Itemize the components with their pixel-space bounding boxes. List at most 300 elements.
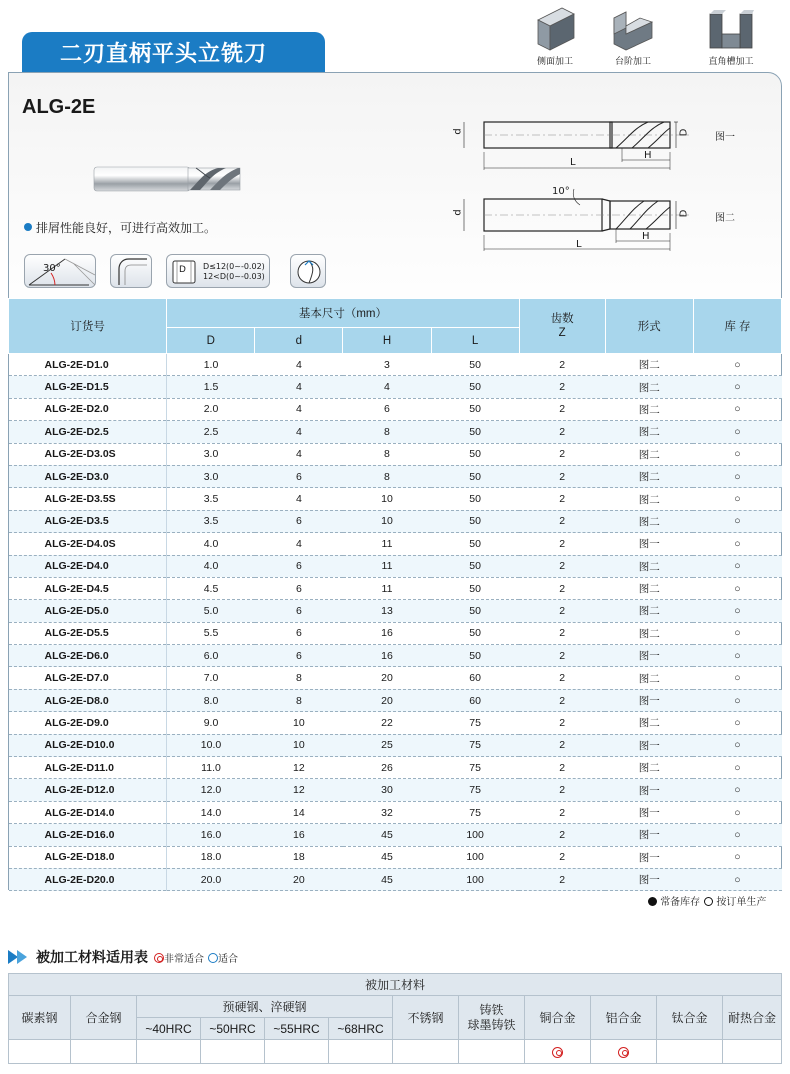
table-row (9, 846, 782, 868)
table-cell: 2.5 (167, 421, 255, 443)
table-cell: 3.0 (167, 443, 255, 465)
table-cell: 2 (519, 779, 605, 801)
table-cell: 4 (255, 421, 343, 443)
table-cell: 图二 (605, 376, 693, 398)
table-row (9, 577, 782, 599)
table-cell: 3.5 (167, 488, 255, 510)
helix-angle-label: 30° (43, 263, 61, 274)
mat-aluminum: 铝合金 (591, 996, 657, 1040)
table-cell: ALG-2E-D8.0 (9, 689, 167, 711)
diameter-tolerance-icon (166, 254, 270, 288)
diameter-symbol: D (179, 265, 186, 275)
table-row (9, 667, 782, 689)
table-cell: 2 (519, 354, 605, 376)
table-cell: 50 (431, 510, 519, 532)
feature-text (24, 219, 216, 236)
table-row (9, 488, 782, 510)
table-row (9, 689, 782, 711)
table-cell: 6 (255, 510, 343, 532)
table-cell: 6 (255, 577, 343, 599)
col-D: D (167, 328, 255, 354)
table-cell: 16 (343, 622, 431, 644)
table-cell: 图二 (605, 421, 693, 443)
material-mark-cell (71, 1040, 137, 1064)
table-cell: 2 (519, 488, 605, 510)
mat-carbon-steel: 碳素钢 (9, 996, 71, 1040)
stock-legend (648, 893, 766, 908)
table-cell: 图二 (605, 600, 693, 622)
table-cell: ○ (693, 689, 781, 711)
col-form: 形式 (605, 299, 693, 354)
table-cell: 45 (343, 868, 431, 890)
table-row (9, 376, 782, 398)
table-cell: 4 (255, 533, 343, 555)
table-row (9, 868, 782, 890)
table-cell: 图二 (605, 398, 693, 420)
table-cell: 16 (255, 824, 343, 846)
flute-section-icon (290, 254, 326, 288)
table-cell: ○ (693, 779, 781, 801)
table-row (9, 757, 782, 779)
drawing-2-title: 图二 (715, 213, 735, 224)
table-cell: 30 (343, 779, 431, 801)
table-cell: 2 (519, 577, 605, 599)
table-cell: ○ (693, 757, 781, 779)
table-cell: 图二 (605, 465, 693, 487)
table-cell: 75 (431, 801, 519, 823)
table-cell: 图一 (605, 824, 693, 846)
table-cell: 图二 (605, 555, 693, 577)
table-cell: ○ (693, 510, 781, 532)
table-cell: ALG-2E-D12.0 (9, 779, 167, 801)
slot-milling-icon (696, 4, 766, 67)
table-cell: 75 (431, 712, 519, 734)
material-mark-cell (657, 1040, 723, 1064)
table-cell: 50 (431, 645, 519, 667)
table-cell: 50 (431, 555, 519, 577)
drawing-1-flute-length-label: H (644, 150, 652, 161)
table-cell: ALG-2E-D4.0 (9, 555, 167, 577)
table-cell: 4 (255, 354, 343, 376)
drawing-2-flute-length-label: H (642, 231, 650, 242)
table-cell: 14 (255, 801, 343, 823)
table-cell: 4 (343, 376, 431, 398)
table-cell: ○ (693, 846, 781, 868)
table-cell: 32 (343, 801, 431, 823)
table-row (9, 712, 782, 734)
step-milling-icon (598, 4, 668, 67)
table-cell: 11 (343, 533, 431, 555)
table-cell: 45 (343, 846, 431, 868)
material-marks-row (9, 1040, 782, 1064)
material-head: 被加工材料 (9, 974, 782, 996)
table-cell: 图一 (605, 689, 693, 711)
drawing-2-angle-label: 10° (552, 186, 570, 197)
table-cell: ALG-2E-D3.0 (9, 465, 167, 487)
table-cell: ○ (693, 354, 781, 376)
drawing-1-shank-label: d (452, 128, 464, 135)
mat-copper: 铜合金 (525, 996, 591, 1040)
table-cell: 10 (343, 510, 431, 532)
table-cell: 60 (431, 689, 519, 711)
table-cell: ○ (693, 398, 781, 420)
drawing-2-length-label: L (576, 239, 582, 250)
table-cell: 11 (343, 555, 431, 577)
table-cell: 12.0 (167, 779, 255, 801)
col-teeth-label: 齿数 (550, 313, 574, 325)
table-cell: ALG-2E-D7.0 (9, 667, 167, 689)
table-cell: ALG-2E-D9.0 (9, 712, 167, 734)
material-title-label: 被加工材料适用表 (36, 950, 148, 966)
table-cell: ALG-2E-D4.0S (9, 533, 167, 555)
table-cell: 13 (343, 600, 431, 622)
table-cell: 2 (519, 376, 605, 398)
table-row (9, 421, 782, 443)
very-suitable-icon (552, 1047, 563, 1058)
table-cell: 16.0 (167, 824, 255, 846)
table-cell: 10 (343, 488, 431, 510)
material-mark-cell (201, 1040, 265, 1064)
mat-titanium: 钛合金 (657, 996, 723, 1040)
table-cell: ALG-2E-D16.0 (9, 824, 167, 846)
table-row (9, 779, 782, 801)
table-cell: 图一 (605, 734, 693, 756)
suitable-icon (208, 953, 218, 963)
end-mill-image (92, 160, 244, 204)
table-cell: 5.0 (167, 600, 255, 622)
table-cell: 6 (255, 465, 343, 487)
table-cell: 2 (519, 510, 605, 532)
table-cell: 50 (431, 488, 519, 510)
drawing-1-length-label: L (570, 157, 576, 168)
table-cell: ○ (693, 533, 781, 555)
material-mark-cell (459, 1040, 525, 1064)
suitable-label: 适合 (218, 953, 238, 965)
col-order-code: 订货号 (9, 299, 167, 354)
material-note (154, 950, 238, 965)
table-cell: 2 (519, 846, 605, 868)
table-cell: 图二 (605, 354, 693, 376)
table-cell: 图一 (605, 533, 693, 555)
table-row (9, 465, 782, 487)
table-cell: 2 (519, 622, 605, 644)
mat-55hrc: ~55HRC (265, 1018, 329, 1040)
table-row (9, 600, 782, 622)
table-cell: 1.0 (167, 354, 255, 376)
table-cell: 2 (519, 600, 605, 622)
table-cell: 8 (255, 667, 343, 689)
table-cell: 6.0 (167, 645, 255, 667)
table-cell: 4 (255, 488, 343, 510)
table-cell: ○ (693, 801, 781, 823)
page-title: 二刃直柄平头立铣刀 (22, 32, 325, 72)
table-cell: 4 (255, 376, 343, 398)
col-stock: 库 存 (693, 299, 781, 354)
table-cell: ALG-2E-D10.0 (9, 734, 167, 756)
helix-angle-icon (24, 254, 96, 288)
table-cell: 50 (431, 376, 519, 398)
table-cell: ALG-2E-D2.5 (9, 421, 167, 443)
table-cell: 4.5 (167, 577, 255, 599)
mat-hardened-steel: 预硬钢、淬硬钢 (137, 996, 393, 1018)
material-mark-cell (525, 1040, 591, 1064)
table-cell: 1.5 (167, 376, 255, 398)
mat-heat-resistant: 耐热合金 (723, 996, 782, 1040)
table-cell: 20 (255, 868, 343, 890)
mat-cast-iron (459, 996, 525, 1040)
table-row (9, 398, 782, 420)
table-cell: 图一 (605, 645, 693, 667)
table-cell: 2 (519, 645, 605, 667)
table-cell: 2 (519, 533, 605, 555)
tolerance-line-2: 12<D(0~-0.03) (203, 272, 265, 281)
table-cell: 4.0 (167, 533, 255, 555)
col-H: H (343, 328, 431, 354)
table-row (9, 801, 782, 823)
table-cell: 50 (431, 577, 519, 599)
table-cell: 50 (431, 465, 519, 487)
table-cell: 3 (343, 354, 431, 376)
step-milling-label: 台阶加工 (614, 57, 651, 67)
table-cell: ○ (693, 465, 781, 487)
table-cell: 2 (519, 398, 605, 420)
legend-stock-label: 常备库存 (660, 897, 701, 908)
table-row (9, 443, 782, 465)
drawing-2-diameter-label: D (678, 209, 690, 218)
table-cell: ALG-2E-D20.0 (9, 868, 167, 890)
table-cell: 2 (519, 443, 605, 465)
table-cell: 4 (255, 398, 343, 420)
table-cell: ALG-2E-D5.5 (9, 622, 167, 644)
table-cell: 20.0 (167, 868, 255, 890)
table-cell: 26 (343, 757, 431, 779)
table-cell: ALG-2E-D5.0 (9, 600, 167, 622)
material-mark-cell (9, 1040, 71, 1064)
table-cell: ALG-2E-D3.5S (9, 488, 167, 510)
drawing-1-title: 图一 (715, 132, 735, 143)
table-cell: 2 (519, 667, 605, 689)
mat-stainless: 不锈钢 (393, 996, 459, 1040)
table-cell: 50 (431, 443, 519, 465)
side-milling-label: 侧面加工 (536, 57, 573, 67)
table-cell: 2 (519, 757, 605, 779)
bullet-icon (24, 223, 32, 231)
table-row (9, 622, 782, 644)
table-cell: 7.0 (167, 667, 255, 689)
drawing-1-diameter-label: D (678, 128, 690, 137)
table-cell: 16 (343, 645, 431, 667)
table-cell: 图一 (605, 868, 693, 890)
col-d: d (255, 328, 343, 354)
table-cell: 18 (255, 846, 343, 868)
table-cell: ○ (693, 376, 781, 398)
table-cell: 5.5 (167, 622, 255, 644)
tolerance-text (203, 262, 265, 282)
mat-40hrc: ~40HRC (137, 1018, 201, 1040)
table-cell: ALG-2E-D18.0 (9, 846, 167, 868)
table-cell: ○ (693, 712, 781, 734)
table-cell: 2 (519, 421, 605, 443)
table-cell: 20 (343, 667, 431, 689)
table-cell: ALG-2E-D3.5 (9, 510, 167, 532)
table-row (9, 645, 782, 667)
table-cell: 2 (519, 734, 605, 756)
table-cell: ○ (693, 600, 781, 622)
table-cell: 22 (343, 712, 431, 734)
material-mark-cell (265, 1040, 329, 1064)
table-cell: 8 (343, 421, 431, 443)
table-cell: 10.0 (167, 734, 255, 756)
mat-cast-iron-label: 铸铁 (479, 1002, 504, 1017)
table-cell: 2.0 (167, 398, 255, 420)
table-cell: 3.5 (167, 510, 255, 532)
table-row (9, 555, 782, 577)
table-row (9, 824, 782, 846)
table-cell: 10 (255, 712, 343, 734)
col-basic-size: 基本尺寸（mm） (167, 299, 519, 328)
table-cell: ALG-2E-D14.0 (9, 801, 167, 823)
very-suitable-icon (154, 953, 164, 963)
table-cell: 3.0 (167, 465, 255, 487)
table-cell: 100 (431, 846, 519, 868)
table-cell: ○ (693, 421, 781, 443)
table-cell: 100 (431, 824, 519, 846)
table-cell: 8 (343, 465, 431, 487)
table-cell: 50 (431, 354, 519, 376)
table-row (9, 354, 782, 376)
drawing-figure-2 (450, 185, 700, 255)
table-cell: 75 (431, 734, 519, 756)
table-cell: 2 (519, 801, 605, 823)
material-mark-cell (723, 1040, 782, 1064)
col-L: L (431, 328, 519, 354)
table-cell: 50 (431, 533, 519, 555)
model-name: ALG-2E (22, 96, 96, 118)
table-cell: 图二 (605, 443, 693, 465)
table-cell: 75 (431, 757, 519, 779)
drawing-2-shank-label: d (452, 209, 464, 216)
table-cell: 20 (343, 689, 431, 711)
table-cell: 14.0 (167, 801, 255, 823)
table-cell: 50 (431, 622, 519, 644)
table-cell: 50 (431, 600, 519, 622)
mat-68hrc: ~68HRC (329, 1018, 393, 1040)
material-table (8, 973, 782, 1064)
table-row (9, 533, 782, 555)
table-cell: ALG-2E-D6.0 (9, 645, 167, 667)
table-cell: ○ (693, 667, 781, 689)
corner-shape-icon (110, 254, 152, 288)
material-mark-cell (329, 1040, 393, 1064)
table-cell: 12 (255, 757, 343, 779)
table-cell: 图二 (605, 667, 693, 689)
table-cell: 8 (255, 689, 343, 711)
material-mark-cell (393, 1040, 459, 1064)
very-suitable-label: 非常适合 (164, 953, 204, 965)
col-teeth-sub: Z (558, 327, 566, 339)
mat-50hrc: ~50HRC (201, 1018, 265, 1040)
table-cell: 60 (431, 667, 519, 689)
table-cell: 18.0 (167, 846, 255, 868)
table-cell: 2 (519, 824, 605, 846)
table-cell: ○ (693, 555, 781, 577)
table-cell: 10 (255, 734, 343, 756)
table-cell: 8 (343, 443, 431, 465)
table-cell: ALG-2E-D1.5 (9, 376, 167, 398)
material-mark-cell (137, 1040, 201, 1064)
table-cell: 6 (255, 622, 343, 644)
table-cell: 2 (519, 555, 605, 577)
feature-label: 排屑性能良好，可进行高效加工。 (36, 221, 217, 235)
table-cell: 图二 (605, 488, 693, 510)
spec-table (8, 298, 782, 891)
table-cell: 图一 (605, 801, 693, 823)
very-suitable-icon (618, 1047, 629, 1058)
hollow-circle-icon (704, 897, 713, 906)
table-cell: 8.0 (167, 689, 255, 711)
table-cell: 6 (255, 645, 343, 667)
table-cell: 75 (431, 779, 519, 801)
table-cell: ALG-2E-D2.0 (9, 398, 167, 420)
table-cell: 6 (343, 398, 431, 420)
table-cell: 图一 (605, 846, 693, 868)
table-cell: ○ (693, 443, 781, 465)
mat-alloy-steel: 合金钢 (71, 996, 137, 1040)
slot-milling-label: 直角槽加工 (708, 57, 754, 67)
table-row (9, 510, 782, 532)
table-cell: 45 (343, 824, 431, 846)
table-cell: 50 (431, 398, 519, 420)
table-cell: 图二 (605, 757, 693, 779)
filled-circle-icon (648, 897, 657, 906)
table-cell: ○ (693, 824, 781, 846)
table-cell: 11.0 (167, 757, 255, 779)
application-icons (520, 4, 780, 68)
table-cell: ALG-2E-D11.0 (9, 757, 167, 779)
table-cell: ALG-2E-D1.0 (9, 354, 167, 376)
table-cell: 图二 (605, 510, 693, 532)
table-cell: 11 (343, 577, 431, 599)
material-mark-cell (591, 1040, 657, 1064)
mat-ductile-iron-label: 球墨铸铁 (467, 1017, 516, 1032)
table-row (9, 734, 782, 756)
table-cell: 2 (519, 689, 605, 711)
table-cell: 4 (255, 443, 343, 465)
table-cell: 6 (255, 600, 343, 622)
col-teeth (519, 299, 605, 354)
table-cell: 25 (343, 734, 431, 756)
table-cell: 图二 (605, 712, 693, 734)
table-cell: 2 (519, 868, 605, 890)
table-cell: ○ (693, 488, 781, 510)
table-cell: 2 (519, 465, 605, 487)
table-cell: 图二 (605, 622, 693, 644)
table-cell: ALG-2E-D3.0S (9, 443, 167, 465)
table-cell: 4.0 (167, 555, 255, 577)
table-cell: 图二 (605, 577, 693, 599)
material-section-title (8, 947, 238, 967)
table-cell: 9.0 (167, 712, 255, 734)
table-cell: 图一 (605, 779, 693, 801)
tolerance-line-1: D≤12(0~-0.02) (203, 262, 265, 271)
table-cell: 2 (519, 712, 605, 734)
legend-order-label: 按订单生产 (716, 897, 767, 908)
table-cell: ○ (693, 734, 781, 756)
table-cell: 6 (255, 555, 343, 577)
table-cell: ALG-2E-D4.5 (9, 577, 167, 599)
double-arrow-icon (8, 950, 32, 964)
side-milling-icon (520, 4, 590, 67)
